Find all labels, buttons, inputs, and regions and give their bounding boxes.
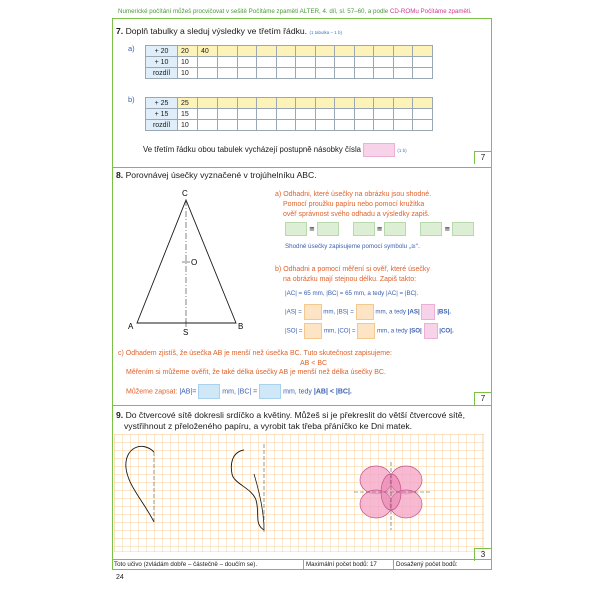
table-cell[interactable] bbox=[218, 120, 238, 131]
table-cell[interactable] bbox=[198, 57, 218, 68]
table-row bbox=[146, 57, 433, 68]
table-cell[interactable] bbox=[354, 46, 374, 57]
table-row bbox=[146, 109, 433, 120]
table-cell[interactable] bbox=[374, 98, 394, 109]
table-cell[interactable] bbox=[276, 109, 296, 120]
table-cell[interactable] bbox=[374, 109, 394, 120]
example-line: |AC| = 65 mm, |BC| = 65 mm, a tedy |AC| = |BC|. bbox=[285, 290, 419, 297]
task8-title-text: Porovnávej úsečky vyznačené v trojúhelníku ABC. bbox=[125, 170, 317, 180]
part-a-line: ověř správnost svého odhadu a výsledky zapiš. bbox=[283, 211, 430, 218]
table-cell[interactable] bbox=[335, 120, 355, 131]
table-cell[interactable] bbox=[237, 68, 257, 79]
part-a-label: a) bbox=[275, 191, 282, 198]
row-so bbox=[285, 323, 454, 339]
separator-8-9 bbox=[112, 405, 492, 406]
table-cell[interactable] bbox=[257, 68, 277, 79]
table-cell[interactable] bbox=[198, 120, 218, 131]
task9-title-line: vystřihnout z přeloženého papíru, a vyrobit tak třeba přáníčko ke Dni matek. bbox=[124, 421, 413, 431]
table-cell[interactable] bbox=[276, 120, 296, 131]
table-cell[interactable] bbox=[276, 57, 296, 68]
part-c-mm2: mm, tedy bbox=[283, 388, 312, 396]
footer-max-points: Maximální počet bodů: 17 bbox=[304, 560, 394, 570]
answer-box[interactable] bbox=[421, 304, 435, 320]
answer-box[interactable] bbox=[198, 384, 220, 399]
label-c: C bbox=[182, 189, 188, 198]
separator-7-8 bbox=[112, 167, 492, 168]
table-cell[interactable] bbox=[413, 120, 433, 131]
table-cell[interactable] bbox=[218, 109, 238, 120]
part-b-label: b) bbox=[275, 266, 282, 273]
cong-symbol: ≅ bbox=[308, 225, 315, 233]
table-cell[interactable] bbox=[315, 120, 335, 131]
table-cell[interactable] bbox=[257, 109, 277, 120]
table-cell: 25 bbox=[178, 98, 198, 109]
row-text: mm, a tedy bbox=[375, 308, 406, 316]
table-cell[interactable] bbox=[335, 98, 355, 109]
answer-box[interactable] bbox=[304, 304, 322, 320]
answer-box[interactable] bbox=[259, 384, 281, 399]
part-c-ineq: AB < BC bbox=[300, 360, 328, 367]
row-as bbox=[285, 304, 451, 320]
part-a-text bbox=[275, 190, 431, 220]
page-header bbox=[118, 8, 498, 15]
footer-achieved: Dosažený počet bodů: bbox=[396, 561, 458, 568]
label-a: A bbox=[128, 322, 134, 331]
table-cell[interactable] bbox=[393, 57, 413, 68]
task9-title-line: Do čtvercové sítě dokresli srdíčko a květiny. Můžeš si je překreslit do větší čtvercové sítě, bbox=[125, 410, 465, 420]
table-cell[interactable] bbox=[393, 46, 413, 57]
row-label: + 20 bbox=[146, 46, 178, 57]
row-result: |CO|. bbox=[439, 327, 454, 335]
table-cell[interactable] bbox=[296, 109, 316, 120]
table-cell[interactable] bbox=[315, 57, 335, 68]
part-c-text: Odhadem zjistíš, že úsečka AB je menší než úsečka BC. Tuto skutečnost zapisujeme: bbox=[125, 350, 392, 357]
table-cell[interactable] bbox=[393, 120, 413, 131]
answer-box[interactable] bbox=[420, 222, 442, 236]
cong-note: Shodné úsečky zapisujeme pomocí symbolu „≅“. bbox=[285, 243, 420, 250]
answer-box[interactable] bbox=[353, 222, 375, 236]
table-cell: 10 bbox=[178, 120, 198, 131]
table-cell[interactable] bbox=[276, 46, 296, 57]
part-a-line: Pomocí proužku papíru nebo pomocí kružítka bbox=[283, 201, 425, 208]
part-c-ab: |AB|= bbox=[179, 388, 197, 396]
task8-score: 7 bbox=[474, 392, 491, 405]
table-cell[interactable] bbox=[413, 68, 433, 79]
table-cell[interactable] bbox=[198, 109, 218, 120]
table-cell[interactable] bbox=[198, 68, 218, 79]
table-row bbox=[146, 120, 433, 131]
triangle-shape bbox=[137, 200, 236, 323]
table-cell[interactable] bbox=[335, 57, 355, 68]
table-cell[interactable] bbox=[237, 120, 257, 131]
task7-score: 7 bbox=[474, 151, 491, 164]
part-c-line1 bbox=[118, 350, 392, 357]
table-cell: 20 bbox=[178, 46, 198, 57]
table-cell[interactable] bbox=[413, 98, 433, 109]
table-cell[interactable] bbox=[374, 57, 394, 68]
congruence-row bbox=[285, 222, 474, 236]
cong-symbol: ≅ bbox=[444, 225, 451, 233]
table-row bbox=[146, 46, 433, 57]
table-b-label: b) bbox=[128, 95, 135, 104]
row-label: + 10 bbox=[146, 57, 178, 68]
answer-box[interactable] bbox=[424, 323, 438, 339]
table-cell: 15 bbox=[178, 109, 198, 120]
footer-learning: Toto učivo (zvládám dobře – částečně – doučím se). bbox=[112, 560, 304, 570]
task9-score: 3 bbox=[474, 548, 491, 561]
table-cell[interactable] bbox=[218, 57, 238, 68]
part-c-write bbox=[126, 384, 352, 399]
table-cell[interactable] bbox=[335, 68, 355, 79]
label-b: B bbox=[238, 322, 244, 331]
cong-symbol: ≅ bbox=[376, 225, 383, 233]
table-cell[interactable] bbox=[257, 46, 277, 57]
answer-box[interactable] bbox=[452, 222, 474, 236]
part-a-line: Odhadni, které úsečky na obrázku jsou shodné. bbox=[283, 191, 432, 198]
table-cell[interactable] bbox=[218, 98, 238, 109]
label-s: S bbox=[183, 328, 189, 335]
answer-box[interactable] bbox=[304, 323, 322, 339]
answer-box[interactable] bbox=[357, 323, 375, 339]
answer-box[interactable] bbox=[285, 222, 307, 236]
row-text: mm, |CO| = bbox=[323, 327, 356, 335]
table-cell[interactable] bbox=[296, 68, 316, 79]
footer-row bbox=[112, 560, 492, 570]
table-cell[interactable] bbox=[393, 98, 413, 109]
row-text: mm, |BS| = bbox=[323, 308, 354, 316]
task8-number: 8. bbox=[116, 170, 124, 180]
table-cell[interactable] bbox=[257, 98, 277, 109]
table-row bbox=[146, 98, 433, 109]
table-cell[interactable] bbox=[296, 98, 316, 109]
table-cell[interactable] bbox=[218, 46, 238, 57]
table-cell[interactable] bbox=[296, 120, 316, 131]
part-c-result: |AB| < |BC|. bbox=[313, 388, 352, 396]
part-c-label: c) bbox=[118, 350, 124, 357]
row-label: + 15 bbox=[146, 109, 178, 120]
table-cell[interactable] bbox=[237, 98, 257, 109]
conclusion-points: (1 b) bbox=[397, 148, 407, 154]
table-cell[interactable] bbox=[315, 46, 335, 57]
table-cell[interactable] bbox=[296, 46, 316, 57]
table-cell[interactable] bbox=[354, 68, 374, 79]
row-text: mm, a tedy bbox=[377, 327, 408, 335]
row-result: |SO| bbox=[409, 327, 422, 335]
task7-title bbox=[116, 26, 342, 36]
task7-title-text: Doplň tabulky a sleduj výsledky ve třetím řádku. bbox=[125, 26, 308, 36]
part-c-write-label: Můžeme zapsat: bbox=[126, 388, 178, 396]
part-b-line: na obrázku mají stejnou délku. Zapiš takto: bbox=[283, 276, 417, 283]
table-cell: 10 bbox=[178, 68, 198, 79]
table-a-label: a) bbox=[128, 44, 135, 53]
part-c-mm1: mm, |BC| = bbox=[222, 388, 258, 396]
drawing-grid bbox=[114, 434, 484, 552]
table-cell[interactable] bbox=[354, 57, 374, 68]
table-cell[interactable] bbox=[237, 109, 257, 120]
task8-title bbox=[116, 170, 317, 180]
table-cell[interactable] bbox=[218, 68, 238, 79]
table-cell[interactable] bbox=[315, 98, 335, 109]
table-cell[interactable] bbox=[257, 57, 277, 68]
table-cell[interactable] bbox=[354, 120, 374, 131]
grid-background bbox=[114, 434, 484, 552]
table-cell[interactable] bbox=[276, 68, 296, 79]
table-cell[interactable] bbox=[374, 68, 394, 79]
part-b-text bbox=[275, 265, 430, 285]
answer-box[interactable] bbox=[317, 222, 339, 236]
header-highlight: CD-ROMu Počítáme zpaměti. bbox=[389, 8, 472, 15]
label-o: O bbox=[191, 258, 198, 267]
table-cell[interactable] bbox=[257, 120, 277, 131]
answer-box[interactable] bbox=[356, 304, 374, 320]
task7-number: 7. bbox=[116, 26, 124, 36]
row-text: |AS| = bbox=[285, 308, 302, 316]
table-cell[interactable] bbox=[237, 57, 257, 68]
table-cell[interactable] bbox=[354, 98, 374, 109]
table-row bbox=[146, 68, 433, 79]
row-label: rozdíl bbox=[146, 120, 178, 131]
table-b bbox=[145, 97, 433, 131]
table-cell[interactable] bbox=[237, 46, 257, 57]
answer-box[interactable] bbox=[363, 143, 395, 157]
table-cell[interactable] bbox=[413, 46, 433, 57]
table-cell: 10 bbox=[178, 57, 198, 68]
page-number: 24 bbox=[116, 574, 124, 581]
conclusion-text: Ve třetím řádku obou tabulek vycházejí postupně násobky čísla bbox=[143, 145, 362, 155]
row-result: |AS| bbox=[407, 308, 420, 316]
row-result: |BS|. bbox=[437, 308, 451, 316]
row-label: + 25 bbox=[146, 98, 178, 109]
part-b-line: Odhadni a pomocí měření si ověř, které úsečky bbox=[283, 266, 430, 273]
table-cell[interactable] bbox=[413, 109, 433, 120]
table-cell[interactable] bbox=[315, 109, 335, 120]
task7-conclusion bbox=[143, 143, 407, 157]
table-cell[interactable] bbox=[393, 109, 413, 120]
row-label: rozdíl bbox=[146, 68, 178, 79]
part-c-line2: Měřením si můžeme ověřit, že také délka úsečky AB je menší než délka úsečky BC. bbox=[126, 369, 386, 376]
task9-title bbox=[116, 410, 465, 432]
table-cell[interactable] bbox=[374, 120, 394, 131]
triangle-abc bbox=[118, 185, 258, 335]
table-a bbox=[145, 45, 433, 79]
header-text: Numerické počítání můžeš procvičovat v sešitě Počítáme zpaměti ALTER, 4. díl, sl. 57–60, a podle bbox=[118, 8, 390, 15]
table-cell: 40 bbox=[198, 46, 218, 57]
table-cell[interactable] bbox=[413, 57, 433, 68]
task7-note: (1 tabulka – 1 b) bbox=[309, 30, 342, 35]
table-cell[interactable] bbox=[393, 68, 413, 79]
table-cell[interactable] bbox=[315, 68, 335, 79]
table-cell[interactable] bbox=[354, 109, 374, 120]
table-cell[interactable] bbox=[198, 98, 218, 109]
answer-box[interactable] bbox=[384, 222, 406, 236]
table-cell[interactable] bbox=[374, 46, 394, 57]
table-cell[interactable] bbox=[335, 109, 355, 120]
row-text: |SO| = bbox=[285, 327, 303, 335]
task9-number: 9. bbox=[116, 410, 124, 420]
table-cell[interactable] bbox=[276, 98, 296, 109]
table-cell[interactable] bbox=[296, 57, 316, 68]
table-cell[interactable] bbox=[335, 46, 355, 57]
